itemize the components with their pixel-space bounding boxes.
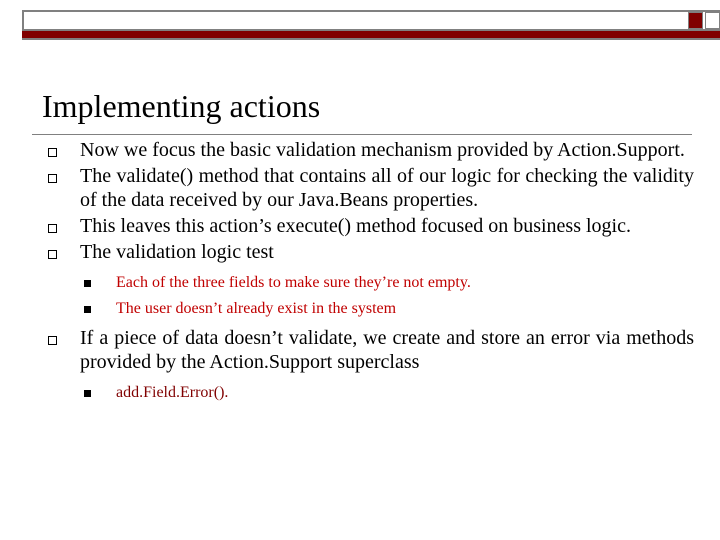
bullet-item: [44, 214, 694, 238]
bullet-item: [44, 240, 694, 264]
sub-bullet-text: add.Field.Error().: [116, 384, 229, 401]
bullet-text: The validation logic test: [80, 241, 274, 263]
bullet-text: If a piece of data doesn’t validate, we create and store an error via methods provided by the Action.Support superclass: [80, 327, 694, 373]
slide-body: [44, 138, 694, 410]
sub-bullet-item: [44, 298, 694, 320]
sub-bullet-item: [44, 382, 694, 404]
solid-square-bullet-icon: [84, 306, 91, 313]
sub-bullet-list: [44, 382, 694, 404]
band-maroon-stripe: [22, 31, 720, 38]
sub-bullet-text: The user doesn’t already exist in the system: [116, 300, 397, 317]
sub-bullet-list: [44, 272, 694, 320]
slide-title: Implementing actions: [42, 88, 321, 124]
band-square-maroon: [688, 12, 703, 29]
hollow-square-bullet-icon: [48, 250, 57, 259]
hollow-square-bullet-icon: [48, 148, 57, 157]
sub-bullet-item: [44, 272, 694, 294]
band-box: [22, 12, 684, 29]
band-square-white: [705, 12, 720, 29]
solid-square-bullet-icon: [84, 390, 91, 397]
bullet-item: [44, 164, 694, 212]
bullet-item: [44, 326, 694, 374]
sub-bullet-text: Each of the three fields to make sure they’re not empty.: [116, 274, 471, 291]
hollow-square-bullet-icon: [48, 336, 57, 345]
bullet-text: Now we focus the basic validation mechanism provided by Action.Support.: [80, 139, 685, 161]
solid-square-bullet-icon: [84, 280, 91, 287]
bullet-text: The validate() method that contains all of our logic for checking the validity of the data received by our Java.Beans properties.: [80, 165, 694, 211]
header-decoration: [22, 10, 720, 40]
bullet-text: This leaves this action’s execute() method focused on business logic.: [80, 215, 631, 237]
hollow-square-bullet-icon: [48, 224, 57, 233]
hollow-square-bullet-icon: [48, 174, 57, 183]
band-rule: [22, 38, 720, 40]
bullet-item: [44, 138, 694, 162]
title-underline: [32, 134, 692, 135]
